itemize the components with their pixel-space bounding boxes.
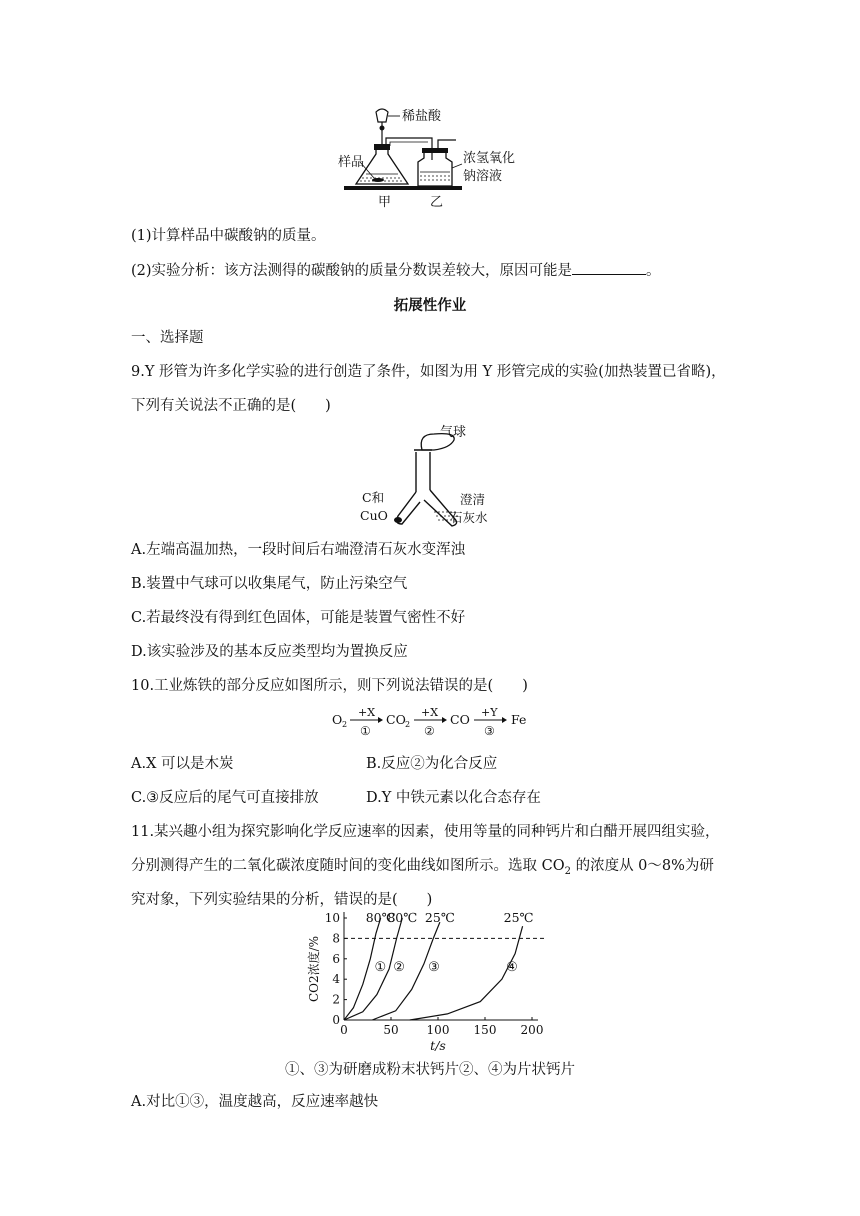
q8-part1: (1)计算样品中碳酸钠的质量。 — [131, 228, 326, 244]
right-label-2: 石灰水 — [450, 510, 488, 525]
q9-stem-2: 下列有关说法不正确的是( ) — [131, 398, 331, 414]
chain-o2: O — [332, 712, 343, 727]
series-temp-label-3: 25℃ — [424, 910, 455, 925]
q10-stem: 10.工业炼铁的部分反应如图所示，则下列说法错误的是( ) — [131, 678, 528, 694]
arrow2-bottom: ② — [424, 724, 435, 738]
series-name-3: ③ — [428, 960, 440, 976]
left-label-2: CuO — [360, 508, 388, 523]
y-tick-label: 10 — [324, 911, 340, 925]
answer-blank[interactable] — [572, 260, 646, 275]
q9-option-c: C.若最终没有得到红色固体，可能是装置气密性不好 — [131, 610, 466, 626]
q11-stem-2-pre: 分别测得产生的二氧化碳浓度随时间的变化曲线如图所示。选取 CO — [131, 858, 565, 874]
x-tick-label: 100 — [426, 1023, 450, 1037]
chart-caption: ①、③为研磨成粉末状钙片②、④为片状钙片 — [285, 1062, 575, 1078]
q10-option-b: B.反应②为化合反应 — [366, 756, 498, 772]
series-name-1: ① — [374, 960, 387, 976]
arrow3-top: +Y — [481, 706, 498, 719]
y-tick-label: 4 — [332, 972, 340, 987]
arrow2-top: +X — [421, 706, 439, 719]
acid-label: 稀盐酸 — [402, 109, 442, 124]
apparatus-figure — [330, 104, 530, 210]
q8-part2-end: 。 — [646, 263, 661, 279]
x-tick-label: 150 — [473, 1023, 497, 1037]
co2-concentration-chart — [300, 906, 560, 1056]
q10-option-c: C.③反应后的尾气可直接排放 — [131, 790, 319, 806]
q10-option-d: D.Y 中铁元素以化合态存在 — [366, 790, 541, 806]
left-label-1: C和 — [362, 490, 385, 505]
sample-label: 样品 — [338, 155, 365, 170]
arrow1-bottom: ① — [360, 724, 371, 738]
chain-co2: CO — [386, 712, 406, 727]
label-yi: 乙 — [430, 195, 444, 210]
x-tick-label: 200 — [520, 1023, 544, 1037]
series-temp-label-1: 80℃ — [365, 910, 396, 925]
y-axis-label: CO2浓度/% — [307, 935, 321, 1003]
chain-fe: Fe — [511, 712, 527, 727]
q11-stem-1: 11.某兴趣小组为探究影响化学反应速率的因素，使用等量的同种钙片和白醋开展四组实验， — [131, 824, 720, 840]
series-temp-label-4: 25℃ — [503, 910, 534, 925]
q11-stem-3: 究对象，下列实验结果的分析，错误的是( ) — [131, 892, 433, 908]
y-tick-label: 2 — [332, 992, 340, 1007]
y-tick-label: 6 — [332, 951, 340, 966]
q8-part2-text: (2)实验分析：该方法测得的碳酸钠的质量分数误差较大，原因可能是 — [131, 263, 573, 279]
label-jia: 甲 — [378, 195, 392, 210]
q11-option-a: A.对比①③，温度越高，反应速率越快 — [131, 1094, 379, 1110]
series-temp-label-2: 80℃ — [387, 910, 418, 925]
q11-stem-2-sub: 2 — [564, 865, 571, 877]
balloon-label: 气球 — [440, 425, 467, 440]
series-name-2: ② — [393, 960, 405, 976]
q9-stem-1: 9.Y 形管为许多化学实验的进行创造了条件，如图为用 Y 形管完成的实验(加热装置已省略)， — [131, 364, 726, 380]
naoh-label-2: 钠溶液 — [463, 169, 503, 184]
x-tick-label: 0 — [340, 1023, 348, 1037]
subsection-title: 一、选择题 — [131, 330, 204, 346]
arrow1-top: +X — [358, 706, 376, 719]
chain-co: CO — [450, 712, 470, 727]
arrow3-bottom: ③ — [484, 724, 495, 738]
section-title: 拓展性作业 — [393, 298, 467, 314]
series-name-4: ④ — [506, 960, 518, 976]
y-tick-label: 8 — [332, 931, 340, 946]
q9-option-d: D.该实验涉及的基本反应类型均为置换反应 — [131, 644, 408, 660]
q11-stem-2-post: 的浓度从 0～8%为研 — [570, 858, 714, 874]
q10-option-a: A.X 可以是木炭 — [131, 756, 234, 772]
y-tube-figure — [358, 420, 508, 530]
q8-part2 — [131, 260, 661, 281]
chain-co2-sub: 2 — [405, 720, 411, 729]
q9-option-a: A.左端高温加热，一段时间后右端澄清石灰水变浑浊 — [131, 542, 466, 558]
q9-option-b: B.装置中气球可以收集尾气，防止污染空气 — [131, 576, 408, 592]
chain-o2-sub: 2 — [342, 720, 348, 729]
x-tick-label: 50 — [383, 1023, 399, 1037]
naoh-label-1: 浓氢氧化 — [463, 151, 516, 166]
right-label-1: 澄清 — [460, 492, 486, 507]
x-axis-label: t/s — [430, 1038, 446, 1053]
reaction-chain — [330, 704, 530, 738]
y-tick-label: 0 — [332, 1013, 340, 1027]
q11-stem-2 — [131, 856, 714, 882]
